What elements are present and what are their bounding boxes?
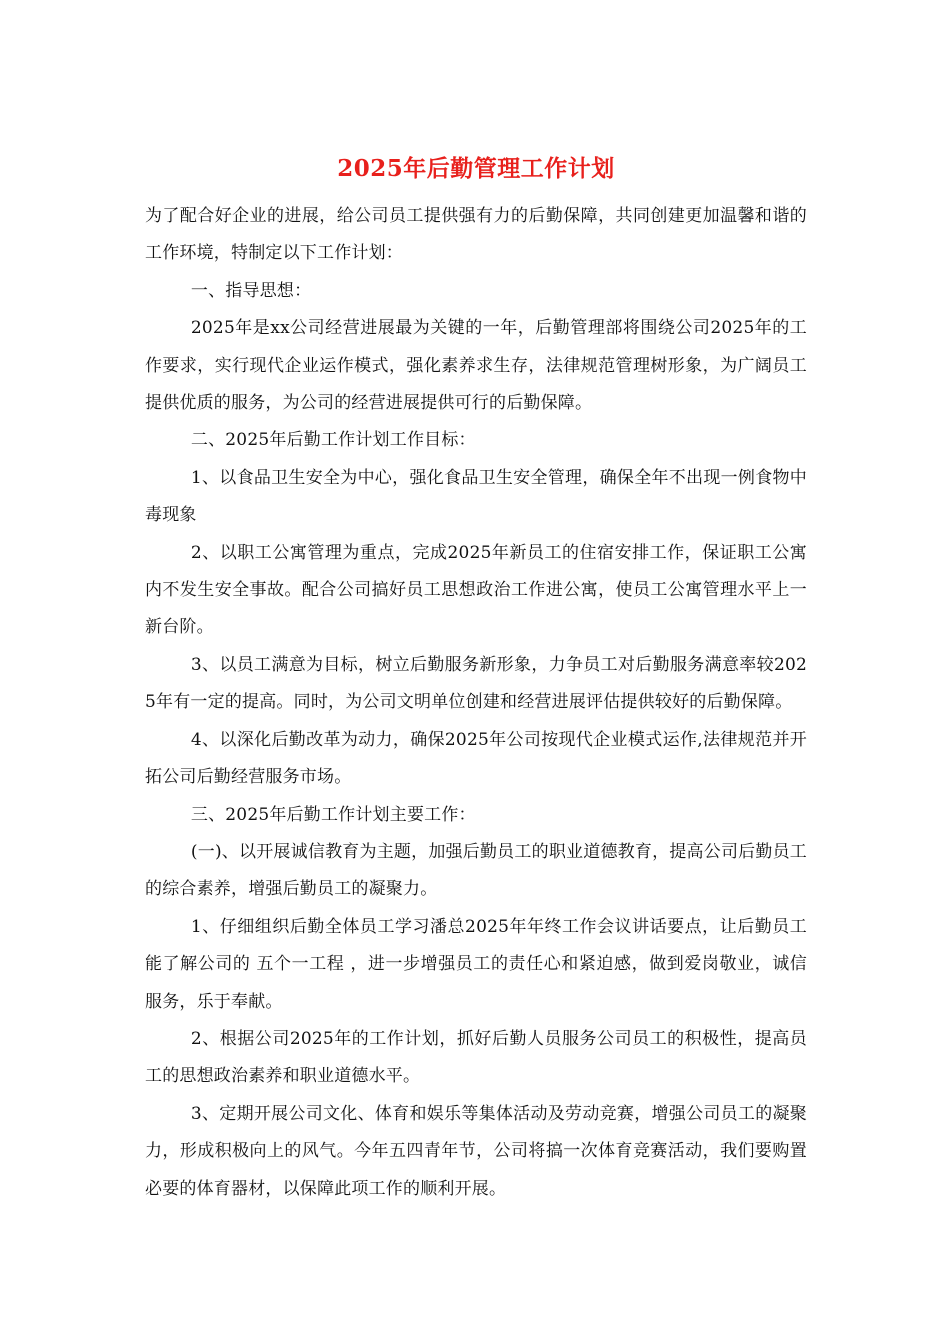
document-content bbox=[145, 150, 807, 1208]
body-paragraph: 2025年是xx公司经营进展最为关键的一年，后勤管理部将围绕公司2025年的工作要求，实行现代企业运作模式，强化素养求生存，法律规范管理树形象，为广阔员工提供优质的服务，为公司的经营进展提供可行的后勤保障。 bbox=[145, 318, 807, 414]
body-paragraph: 4、以深化后勤改革为动力，确保2025年公司按现代企业模式运作,法律规范并开拓公司后勤经营服务市场。 bbox=[145, 729, 807, 788]
body-paragraph: 为了配合好企业的进展，给公司员工提供强有力的后勤保障，共同创建更加温馨和谐的工作环境，特制定以下工作计划： bbox=[145, 206, 807, 264]
body-paragraph: 一、指导思想： bbox=[190, 280, 312, 301]
body-paragraph: 3、定期开展公司文化、体育和娱乐等集体活动及劳动竞赛，增强公司员工的凝聚力，形成积极向上的风气。今年五四青年节，公司将搞一次体育竞赛活动，我们要购置必要的体育器材，以保障此项工作的顺利开展。 bbox=[145, 1103, 807, 1199]
body-paragraph: 2、以职工公寓管理为重点，完成2025年新员工的住宿安排工作，保证职工公寓内不发生安全事故。配合公司搞好员工思想政治工作进公寓，使员工公寓管理水平上一新台阶。 bbox=[145, 542, 807, 638]
document-body bbox=[145, 198, 807, 1208]
body-paragraph: 2、根据公司2025年的工作计划，抓好后勤人员服务公司员工的积极性，提高员工的思想政治素养和职业道德水平。 bbox=[145, 1028, 807, 1087]
body-paragraph: 1、以食品卫生安全为中心，强化食品卫生安全管理，确保全年不出现一例食物中毒现象 bbox=[145, 467, 807, 526]
body-paragraph: (一)、以开展诚信教育为主题，加强后勤员工的职业道德教育，提高公司后勤员工的综合素养，增强后勤员工的凝聚力。 bbox=[145, 841, 807, 900]
document-title: 2025年后勤管理工作计划 bbox=[337, 155, 615, 182]
body-paragraph: 二、2025年后勤工作计划工作目标： bbox=[190, 430, 476, 451]
body-paragraph: 1、仔细组织后勤全体员工学习潘总2025年年终工作会议讲话要点，让后勤员工能了解公司的 五个一工程 ，进一步增强员工的责任心和紧迫感，做到爱岗敬业，诚信服务，乐于奉献。 bbox=[145, 916, 807, 1012]
body-paragraph: 3、以员工满意为目标，树立后勤服务新形象，力争员工对后勤服务满意率较2025年有一定的提高。同时，为公司文明单位创建和经营进展评估提供较好的后勤保障。 bbox=[145, 654, 807, 713]
body-paragraph: 三、2025年后勤工作计划主要工作： bbox=[190, 804, 476, 825]
